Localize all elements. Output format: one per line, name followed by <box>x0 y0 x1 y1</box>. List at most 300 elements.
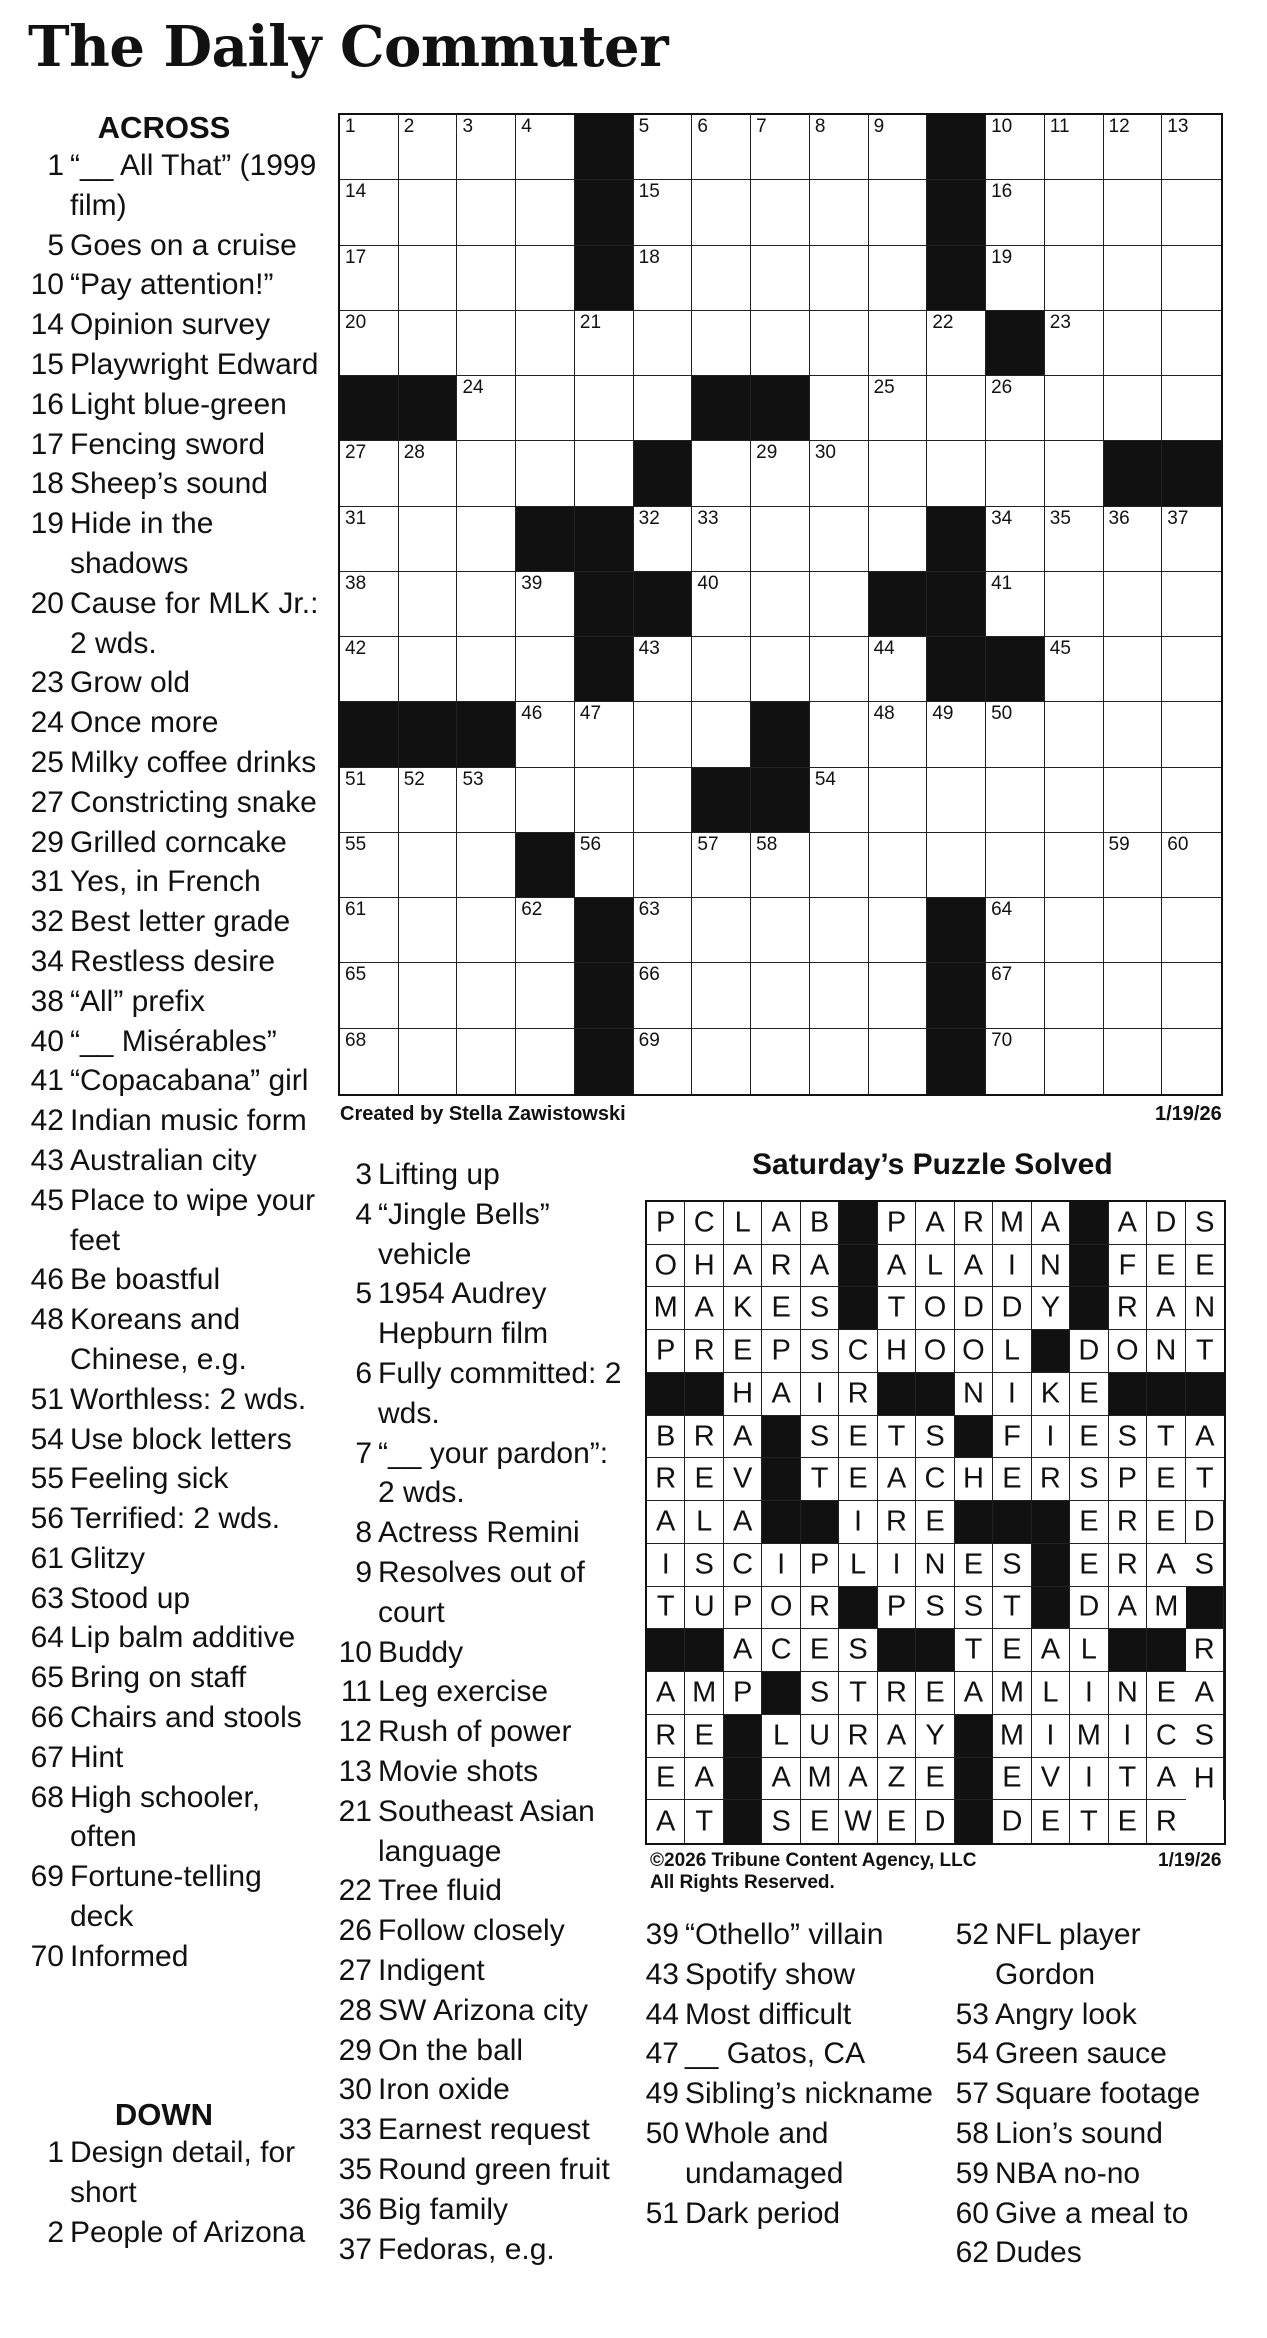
grid-cell[interactable] <box>399 637 458 702</box>
down-clue-6[interactable] <box>330 1354 630 1434</box>
grid-cell[interactable] <box>986 441 1045 506</box>
grid-cell[interactable] <box>340 1029 399 1094</box>
grid-cell[interactable] <box>1162 115 1221 180</box>
down-clue-43[interactable] <box>637 1955 947 1995</box>
across-clue-23[interactable] <box>22 663 322 703</box>
down-clue-49[interactable] <box>637 2074 947 2114</box>
grid-cell[interactable] <box>751 833 810 898</box>
grid-cell[interactable] <box>1104 311 1163 376</box>
down-clue-36[interactable] <box>330 2190 630 2230</box>
grid-cell[interactable] <box>634 376 693 441</box>
grid-cell[interactable] <box>634 833 693 898</box>
cell-number: 19 <box>991 246 1013 268</box>
grid-cell[interactable] <box>1104 768 1163 833</box>
down-clue-27[interactable] <box>330 1951 630 1991</box>
grid-cell[interactable] <box>751 572 810 637</box>
grid-cell[interactable] <box>986 376 1045 441</box>
grid-cell[interactable] <box>457 898 516 963</box>
grid-cell[interactable] <box>869 180 928 245</box>
down-clue-2[interactable] <box>22 2213 322 2253</box>
grid-cell[interactable] <box>986 246 1045 311</box>
grid-cell[interactable] <box>516 637 575 702</box>
down-clue-22[interactable] <box>330 1871 630 1911</box>
solved-letter: C <box>693 1206 715 1239</box>
grid-cell[interactable] <box>869 376 928 441</box>
grid-cell[interactable] <box>692 898 751 963</box>
solved-letter: A <box>886 1719 907 1752</box>
grid-cell[interactable] <box>869 963 928 1028</box>
grid-cell[interactable] <box>986 180 1045 245</box>
grid-cell[interactable] <box>634 768 693 833</box>
grid-cell[interactable] <box>516 572 575 637</box>
grid-cell[interactable] <box>810 898 869 963</box>
solved-letter: I <box>1046 1420 1055 1453</box>
grid-cell[interactable] <box>810 246 869 311</box>
grid-cell[interactable] <box>399 115 458 180</box>
grid-cell[interactable] <box>1045 637 1104 702</box>
grid-cell[interactable] <box>516 311 575 376</box>
clue-text: Restless desire <box>70 944 276 978</box>
down-clue-28[interactable] <box>330 1991 630 2031</box>
grid-cell[interactable] <box>1162 963 1221 1028</box>
grid-cell[interactable] <box>634 637 693 702</box>
grid-cell[interactable] <box>516 441 575 506</box>
crossword-grid[interactable] <box>338 113 1223 1096</box>
down-clue-57[interactable] <box>947 2074 1237 2114</box>
grid-cell[interactable] <box>1045 702 1104 767</box>
across-clue-42[interactable] <box>22 1101 322 1141</box>
across-clue-32[interactable] <box>22 902 322 942</box>
grid-cell[interactable] <box>751 507 810 572</box>
grid-cell[interactable] <box>1162 702 1221 767</box>
grid-cell[interactable] <box>1045 441 1104 506</box>
clue-text: Southeast Asian language <box>378 1794 595 1868</box>
grid-cell[interactable] <box>516 376 575 441</box>
grid-cell[interactable] <box>986 963 1045 1028</box>
grid-cell[interactable] <box>340 833 399 898</box>
across-clue-61[interactable] <box>22 1539 322 1579</box>
across-clue-10[interactable] <box>22 265 322 305</box>
grid-cell[interactable] <box>810 833 869 898</box>
down-clue-33[interactable] <box>330 2110 630 2150</box>
grid-cell[interactable] <box>869 507 928 572</box>
across-clue-51[interactable] <box>22 1380 322 1420</box>
grid-cell[interactable] <box>457 833 516 898</box>
down-clue-47[interactable] <box>637 2034 947 2074</box>
grid-cell[interactable] <box>1045 768 1104 833</box>
grid-cell[interactable] <box>692 246 751 311</box>
solved-cell <box>647 1330 685 1373</box>
grid-cell[interactable] <box>457 768 516 833</box>
grid-cell[interactable] <box>986 115 1045 180</box>
grid-cell[interactable] <box>634 246 693 311</box>
cell-number: 63 <box>638 899 660 921</box>
solved-letter: V <box>732 1462 753 1495</box>
grid-cell[interactable] <box>340 507 399 572</box>
across-clue-31[interactable] <box>22 862 322 902</box>
cell-number: 12 <box>1108 116 1130 137</box>
grid-cell[interactable] <box>810 115 869 180</box>
grid-cell[interactable] <box>516 768 575 833</box>
grid-cell[interactable] <box>1104 898 1163 963</box>
clue-number: 67 <box>30 1740 64 1774</box>
grid-cell[interactable] <box>1104 246 1163 311</box>
grid-cell[interactable] <box>810 963 869 1028</box>
down-clue-53[interactable] <box>947 1995 1237 2035</box>
grid-cell[interactable] <box>399 507 458 572</box>
grid-cell[interactable] <box>634 115 693 180</box>
across-clue-19[interactable] <box>22 504 322 584</box>
clue-number: 21 <box>338 1794 372 1828</box>
grid-cell[interactable] <box>457 246 516 311</box>
down-clue-59[interactable] <box>947 2154 1237 2194</box>
grid-cell[interactable] <box>1104 833 1163 898</box>
down-clue-62[interactable] <box>947 2233 1237 2273</box>
solved-letter: R <box>655 1719 677 1752</box>
grid-cell[interactable] <box>986 507 1045 572</box>
down-clue-1[interactable] <box>22 2133 322 2213</box>
across-clue-40[interactable] <box>22 1022 322 1062</box>
down-clue-5[interactable] <box>330 1274 630 1354</box>
across-clue-5[interactable] <box>22 226 322 266</box>
grid-cell[interactable] <box>810 311 869 376</box>
down-clue-35[interactable] <box>330 2150 630 2190</box>
grid-cell[interactable] <box>751 311 810 376</box>
across-clue-34[interactable] <box>22 942 322 982</box>
clue-number: 8 <box>355 1516 372 1550</box>
grid-cell[interactable] <box>692 702 751 767</box>
grid-cell[interactable] <box>869 246 928 311</box>
solved-cell <box>801 1287 839 1330</box>
grid-cell[interactable] <box>810 441 869 506</box>
down-clue-50[interactable] <box>637 2114 947 2194</box>
grid-cell[interactable] <box>399 833 458 898</box>
grid-cell[interactable] <box>516 963 575 1028</box>
grid-cell[interactable] <box>575 833 634 898</box>
grid-cell[interactable] <box>634 898 693 963</box>
grid-cell[interactable] <box>1162 246 1221 311</box>
grid-cell[interactable] <box>869 898 928 963</box>
down-clue-11[interactable] <box>330 1672 630 1712</box>
grid-cell[interactable] <box>751 115 810 180</box>
across-clue-63[interactable] <box>22 1579 322 1619</box>
grid-cell[interactable] <box>1104 115 1163 180</box>
grid-cell[interactable] <box>810 507 869 572</box>
down-clue-8[interactable] <box>330 1513 630 1553</box>
down-clue-7[interactable] <box>330 1434 630 1514</box>
down-clue-52[interactable] <box>947 1915 1237 1995</box>
grid-cell[interactable] <box>399 246 458 311</box>
across-clue-1[interactable] <box>22 146 322 226</box>
grid-cell[interactable] <box>810 637 869 702</box>
grid-cell[interactable] <box>869 115 928 180</box>
grid-cell[interactable] <box>1162 376 1221 441</box>
grid-cell[interactable] <box>1104 637 1163 702</box>
grid-cell[interactable] <box>1104 1029 1163 1094</box>
grid-cell[interactable] <box>986 833 1045 898</box>
grid-cell[interactable] <box>1045 246 1104 311</box>
grid-cell[interactable] <box>692 572 751 637</box>
grid-cell[interactable] <box>340 768 399 833</box>
grid-cell[interactable] <box>457 441 516 506</box>
grid-cell[interactable] <box>751 1029 810 1094</box>
grid-cell[interactable] <box>340 246 399 311</box>
grid-cell[interactable] <box>927 376 986 441</box>
solved-letter: A <box>963 1676 984 1709</box>
grid-cell[interactable] <box>575 441 634 506</box>
grid-cell[interactable] <box>340 115 399 180</box>
black-square <box>575 898 634 963</box>
across-clue-65[interactable] <box>22 1658 322 1698</box>
grid-cell[interactable] <box>1104 572 1163 637</box>
down-clue-51[interactable] <box>637 2194 947 2234</box>
grid-cell[interactable] <box>457 115 516 180</box>
grid-cell[interactable] <box>457 963 516 1028</box>
grid-cell[interactable] <box>1162 898 1221 963</box>
grid-cell[interactable] <box>634 1029 693 1094</box>
grid-cell[interactable] <box>516 246 575 311</box>
grid-cell[interactable] <box>575 702 634 767</box>
grid-cell[interactable] <box>869 637 928 702</box>
grid-cell[interactable] <box>340 963 399 1028</box>
solved-cell <box>1186 1501 1224 1544</box>
grid-cell[interactable] <box>457 507 516 572</box>
grid-cell[interactable] <box>869 1029 928 1094</box>
across-clue-66[interactable] <box>22 1698 322 1738</box>
grid-cell[interactable] <box>869 311 928 376</box>
grid-cell[interactable] <box>986 572 1045 637</box>
grid-cell[interactable] <box>810 768 869 833</box>
grid-cell[interactable] <box>457 572 516 637</box>
grid-cell[interactable] <box>399 572 458 637</box>
grid-cell[interactable] <box>1162 180 1221 245</box>
grid-cell[interactable] <box>927 768 986 833</box>
grid-cell[interactable] <box>1045 1029 1104 1094</box>
grid-cell[interactable] <box>634 311 693 376</box>
grid-cell[interactable] <box>986 1029 1045 1094</box>
across-clue-45[interactable] <box>22 1181 322 1261</box>
across-clue-16[interactable] <box>22 385 322 425</box>
grid-cell[interactable] <box>340 898 399 963</box>
grid-cell[interactable] <box>457 376 516 441</box>
across-clue-68[interactable] <box>22 1778 322 1858</box>
across-clue-64[interactable] <box>22 1618 322 1658</box>
down-clue-54[interactable] <box>947 2034 1237 2074</box>
solved-letter: D <box>1155 1206 1177 1239</box>
grid-cell[interactable] <box>810 1029 869 1094</box>
grid-cell[interactable] <box>340 441 399 506</box>
grid-cell[interactable] <box>692 833 751 898</box>
solved-cell <box>839 1629 877 1672</box>
grid-cell[interactable] <box>399 963 458 1028</box>
grid-cell[interactable] <box>1045 898 1104 963</box>
grid-cell[interactable] <box>516 1029 575 1094</box>
grid-cell[interactable] <box>340 572 399 637</box>
down-clue-12[interactable] <box>330 1712 630 1752</box>
down-clue-4[interactable] <box>330 1195 630 1275</box>
grid-cell[interactable] <box>1045 572 1104 637</box>
grid-cell[interactable] <box>869 768 928 833</box>
grid-cell[interactable] <box>751 441 810 506</box>
grid-cell[interactable] <box>927 441 986 506</box>
across-clue-43[interactable] <box>22 1141 322 1181</box>
grid-cell[interactable] <box>340 311 399 376</box>
down-clue-3[interactable] <box>330 1155 630 1195</box>
down-clue-60[interactable] <box>947 2194 1237 2234</box>
grid-cell[interactable] <box>1045 507 1104 572</box>
grid-cell[interactable] <box>692 963 751 1028</box>
cell-number: 45 <box>1049 638 1071 660</box>
solved-letter: L <box>1042 1676 1059 1709</box>
solved-letter: S <box>963 1590 984 1623</box>
grid-cell[interactable] <box>1162 507 1221 572</box>
grid-cell[interactable] <box>692 507 751 572</box>
grid-cell[interactable] <box>634 507 693 572</box>
solved-letter: N <box>962 1377 984 1410</box>
down-clue-26[interactable] <box>330 1911 630 1951</box>
grid-cell[interactable] <box>1104 963 1163 1028</box>
across-clue-17[interactable] <box>22 425 322 465</box>
grid-cell[interactable] <box>457 180 516 245</box>
grid-cell[interactable] <box>399 1029 458 1094</box>
across-clue-55[interactable] <box>22 1459 322 1499</box>
across-clue-27[interactable] <box>22 783 322 823</box>
down-clue-13[interactable] <box>330 1752 630 1792</box>
grid-cell[interactable] <box>1104 376 1163 441</box>
across-clue-56[interactable] <box>22 1499 322 1539</box>
grid-cell[interactable] <box>1162 311 1221 376</box>
down-clue-9[interactable] <box>330 1553 630 1633</box>
across-clue-54[interactable] <box>22 1420 322 1460</box>
clue-text: Hint <box>70 1740 124 1774</box>
grid-cell[interactable] <box>1045 311 1104 376</box>
grid-cell[interactable] <box>634 702 693 767</box>
across-clue-24[interactable] <box>22 703 322 743</box>
solved-cell <box>724 1330 762 1373</box>
clue-text: Constricting snake <box>70 785 317 819</box>
grid-cell[interactable] <box>340 637 399 702</box>
grid-cell[interactable] <box>457 311 516 376</box>
down-clue-30[interactable] <box>330 2070 630 2110</box>
grid-cell[interactable] <box>986 702 1045 767</box>
grid-cell[interactable] <box>986 768 1045 833</box>
grid-cell[interactable] <box>927 702 986 767</box>
grid-cell[interactable] <box>575 311 634 376</box>
across-clue-67[interactable] <box>22 1738 322 1778</box>
across-clue-70[interactable] <box>22 1937 322 1977</box>
clue-number: 12 <box>338 1715 372 1749</box>
grid-cell[interactable] <box>986 898 1045 963</box>
grid-cell[interactable] <box>927 311 986 376</box>
grid-cell[interactable] <box>810 376 869 441</box>
across-clue-46[interactable] <box>22 1260 322 1300</box>
grid-cell[interactable] <box>1045 963 1104 1028</box>
grid-cell[interactable] <box>869 833 928 898</box>
grid-cell[interactable] <box>399 768 458 833</box>
solved-cell <box>647 1287 685 1330</box>
grid-cell[interactable] <box>869 441 928 506</box>
grid-cell[interactable] <box>516 702 575 767</box>
down-clue-37[interactable] <box>330 2230 630 2270</box>
grid-cell[interactable] <box>692 1029 751 1094</box>
grid-cell[interactable] <box>751 246 810 311</box>
grid-cell[interactable] <box>457 637 516 702</box>
down-clue-44[interactable] <box>637 1995 947 2035</box>
grid-cell[interactable] <box>751 180 810 245</box>
grid-cell[interactable] <box>1045 833 1104 898</box>
grid-cell[interactable] <box>575 768 634 833</box>
down-clue-21[interactable] <box>330 1792 630 1872</box>
across-clue-38[interactable] <box>22 982 322 1022</box>
grid-cell[interactable] <box>751 963 810 1028</box>
grid-cell[interactable] <box>399 898 458 963</box>
grid-cell[interactable] <box>1162 637 1221 702</box>
grid-cell[interactable] <box>810 572 869 637</box>
grid-cell[interactable] <box>692 441 751 506</box>
grid-cell[interactable] <box>1162 1029 1221 1094</box>
grid-cell[interactable] <box>1045 180 1104 245</box>
grid-cell[interactable] <box>516 115 575 180</box>
across-clue-25[interactable] <box>22 743 322 783</box>
grid-cell[interactable] <box>692 115 751 180</box>
grid-cell[interactable] <box>457 1029 516 1094</box>
cell-number: 35 <box>1049 507 1071 529</box>
down-clue-10[interactable] <box>330 1633 630 1673</box>
grid-cell[interactable] <box>399 441 458 506</box>
grid-cell[interactable] <box>1104 180 1163 245</box>
grid-cell[interactable] <box>751 637 810 702</box>
grid-cell[interactable] <box>1045 115 1104 180</box>
grid-cell[interactable] <box>634 963 693 1028</box>
across-clue-20[interactable] <box>22 584 322 664</box>
grid-cell[interactable] <box>692 180 751 245</box>
grid-cell[interactable] <box>927 833 986 898</box>
across-clue-41[interactable] <box>22 1061 322 1101</box>
solved-cell <box>647 1458 685 1501</box>
grid-cell[interactable] <box>516 180 575 245</box>
grid-cell[interactable] <box>810 180 869 245</box>
grid-cell[interactable] <box>1162 833 1221 898</box>
down-clue-29[interactable] <box>330 2031 630 2071</box>
across-clue-18[interactable] <box>22 464 322 504</box>
grid-cell[interactable] <box>1104 702 1163 767</box>
grid-cell[interactable] <box>869 702 928 767</box>
clue-number: 34 <box>30 944 64 978</box>
down-clue-39[interactable] <box>637 1915 947 1955</box>
grid-cell[interactable] <box>1162 572 1221 637</box>
across-clue-69[interactable] <box>22 1857 322 1937</box>
clue-text: Iron oxide <box>378 2073 510 2107</box>
across-clue-48[interactable] <box>22 1300 322 1380</box>
grid-cell[interactable] <box>399 180 458 245</box>
grid-cell[interactable] <box>1104 507 1163 572</box>
grid-cell[interactable] <box>575 376 634 441</box>
down-clue-58[interactable] <box>947 2114 1237 2154</box>
grid-cell[interactable] <box>751 898 810 963</box>
across-clue-15[interactable] <box>22 345 322 385</box>
grid-cell[interactable] <box>340 180 399 245</box>
grid-cell[interactable] <box>516 898 575 963</box>
grid-cell[interactable] <box>810 702 869 767</box>
across-clue-29[interactable] <box>22 823 322 863</box>
grid-cell[interactable] <box>634 180 693 245</box>
grid-cell[interactable] <box>692 637 751 702</box>
grid-cell[interactable] <box>399 311 458 376</box>
grid-cell[interactable] <box>692 311 751 376</box>
across-clue-14[interactable] <box>22 305 322 345</box>
grid-cell[interactable] <box>1045 376 1104 441</box>
grid-cell[interactable] <box>1162 768 1221 833</box>
